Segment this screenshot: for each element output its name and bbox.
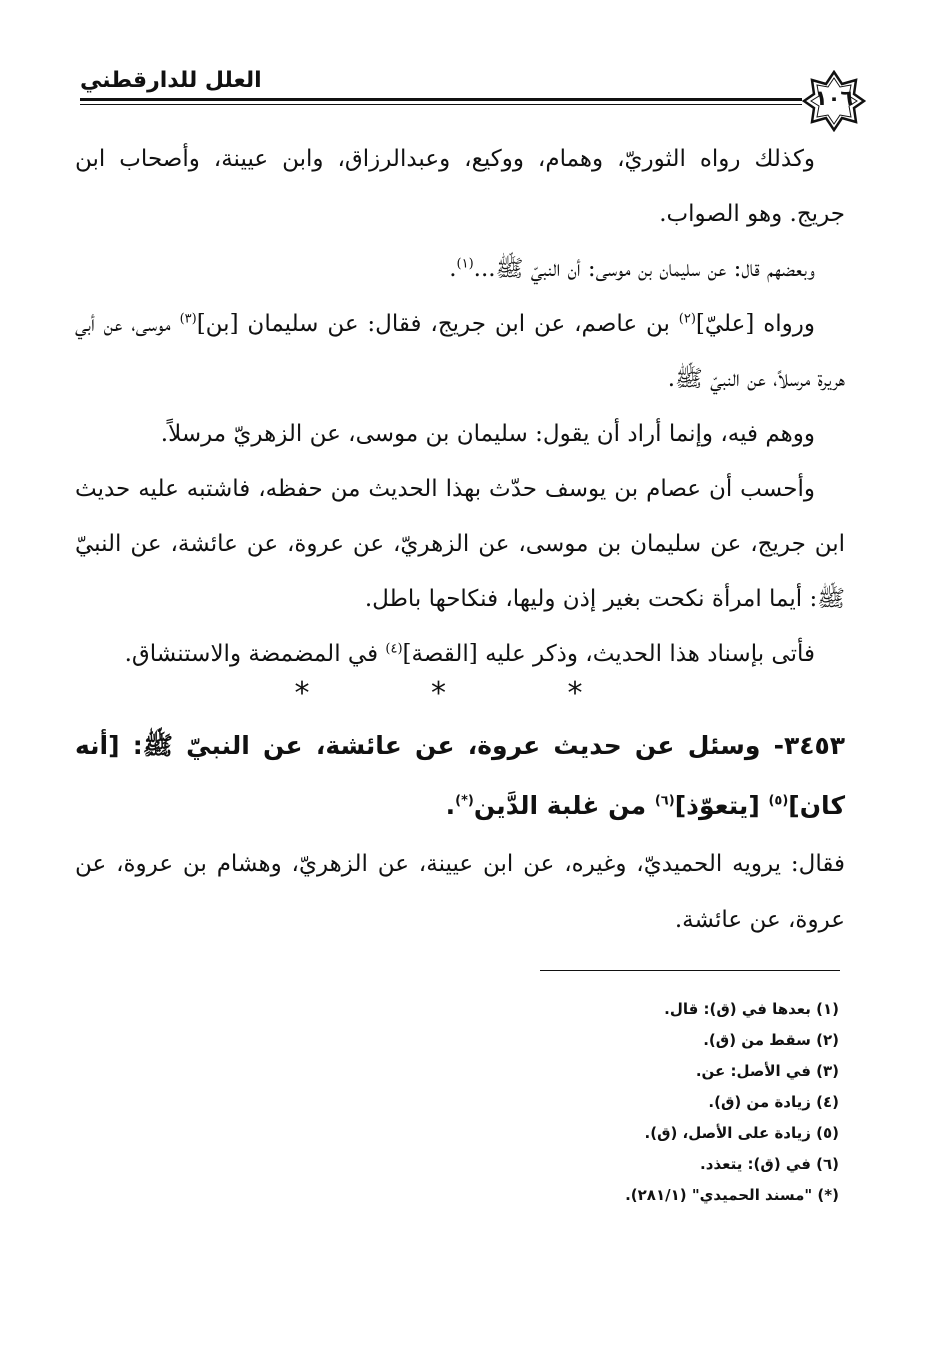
paragraph <box>75 627 845 682</box>
footnote-ref: (٣) <box>179 311 197 327</box>
question-text: . <box>445 791 456 820</box>
footnote: (٢) سقط من (ق). <box>703 1031 839 1049</box>
header-rule-thin <box>80 104 802 105</box>
footnote-ref: (٤) <box>385 641 403 657</box>
footnote-ref: (٦) <box>654 793 675 809</box>
question-text: من غلبة الدَّين <box>473 791 655 820</box>
question-text: ٣٤٥٣- وسئل عن حديث عروة، عن عائشة، عن النبيّ ﷺ: [أنه كان] <box>75 731 845 820</box>
paragraph-text: موسى، عن أبي هريرة مرسلاً، عن النبيّ ﷺ. <box>75 311 845 392</box>
paragraph: وأحسب أن عصام بن يوسف حدّث بهذا الحديث من حفظه، فاشتبه عليه حديث ابن جريج، عن سليمان بن موسى، عن الزهريّ، عن عروة، عن عائشة، عن النبيّ ﷺ: أيما امرأة نكحت بغير إذن وليها، فنكاحها باطل. <box>75 476 845 612</box>
paragraph-text: فأتى بإسناد هذا الحديث، وذكر عليه [القصة] <box>402 641 815 667</box>
footnote-ref: (٢) <box>678 311 696 327</box>
paragraph: وكذلك رواه الثوريّ، وهمام، ووكيع، وعبدالرزاق، وابن عيينة، وأصحاب ابن جريج. وهو الصواب. <box>75 146 845 227</box>
paragraph-text: ورواه [عليّ] <box>695 311 815 337</box>
paragraph <box>75 242 845 297</box>
paragraph-text: بن عاصم، عن ابن جريج، فقال: عن سليمان [بن] <box>196 311 679 337</box>
footnote-ref: (*) <box>455 793 474 809</box>
footnote: (*) "مسند الحميدي" (٢٨١/١). <box>625 1186 839 1204</box>
paragraph-text: . <box>449 256 457 282</box>
footnote: (١) بعدها في (ق): قال. <box>664 1000 839 1018</box>
paragraph <box>75 297 845 407</box>
running-title: العلل للدارقطني <box>80 68 262 93</box>
footnote-ref: (١) <box>456 256 474 272</box>
section-separator: * * * <box>294 676 639 711</box>
answer-paragraph: فقال: يرويه الحميديّ، وغيره، عن ابن عيينة، عن الزهريّ، وهشام بن عروة، عن عروة، عن عائشة. <box>75 851 845 933</box>
body-text <box>75 132 845 682</box>
footnote-rule <box>540 970 840 971</box>
paragraph-text: في المضمضة والاستنشاق. <box>124 641 386 667</box>
question-text: [يتعوّذ] <box>674 791 769 820</box>
footnote: (٦) في (ق): يتعذد. <box>700 1155 839 1173</box>
question-heading <box>75 716 845 836</box>
page-number: ١٠٦ <box>814 86 854 110</box>
footnotes <box>339 994 839 1211</box>
paragraph-text: وبعضهم قال: عن سليمان بن موسى: أن النبيّ ﷺ... <box>473 256 815 282</box>
footnote: (٤) زيادة من (ق). <box>708 1093 839 1111</box>
paragraph: ووهم فيه، وإنما أراد أن يقول: سليمان بن موسى، عن الزهريّ مرسلاً. <box>160 421 815 447</box>
footnote: (٣) في الأصل: عن. <box>695 1062 839 1080</box>
footnote: (٥) زيادة على الأصل، (ق). <box>644 1124 839 1142</box>
header-rule <box>80 98 802 101</box>
footnote-ref: (٥) <box>768 793 789 809</box>
